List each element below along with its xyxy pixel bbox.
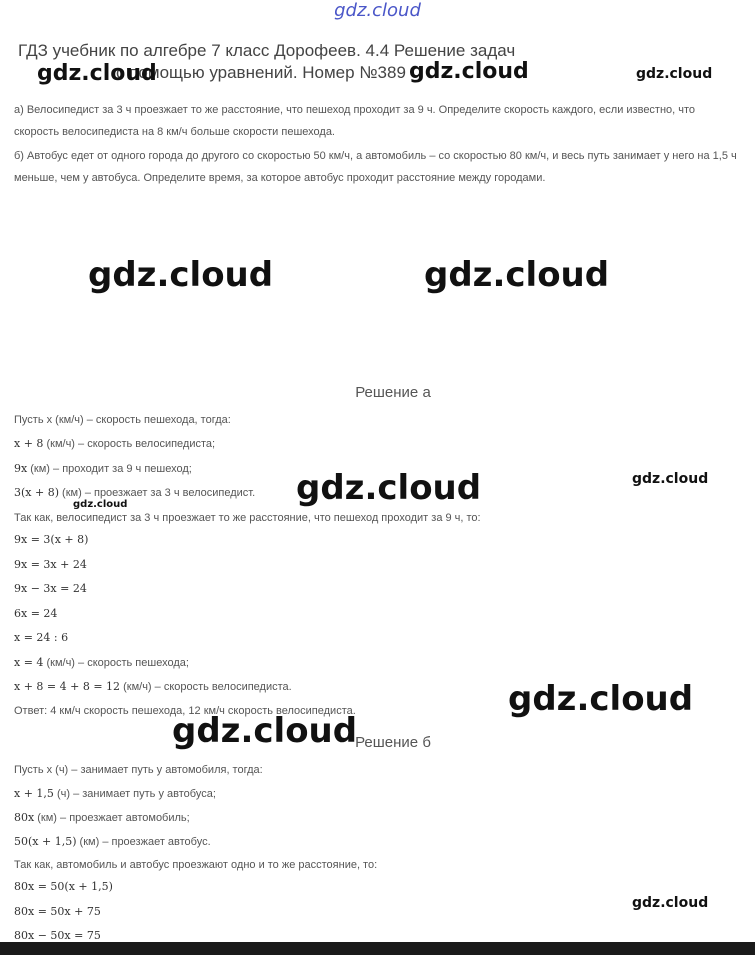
solution-b-step: 80x − 50x = 75: [14, 929, 101, 942]
solution-b-heading: Решение б: [355, 734, 431, 751]
solution-a-step: x + 8 = 4 + 8 = 12 (км/ч) – скорость велосипедиста.: [14, 680, 292, 693]
watermark: gdz.cloud: [296, 468, 482, 508]
solution-a-step: Так как, велосипедист за 3 ч проезжает то же расстояние, что пешеход проходит за 9 ч, то:: [14, 512, 481, 524]
watermark: gdz.cloud: [632, 895, 709, 911]
watermark: gdz.cloud: [409, 59, 529, 84]
page-title-line2: с помощью уравнений. Номер №389: [116, 63, 406, 82]
solution-a-heading: Решение а: [355, 384, 431, 401]
solution-b-step: 80x = 50x + 75: [14, 905, 101, 918]
solution-b-step: x + 1,5 (ч) – занимает путь у автобуса;: [14, 787, 216, 800]
solution-b-step: Пусть x (ч) – занимает путь у автомобиля, тогда:: [14, 764, 263, 776]
task-a: а) Велосипедист за 3 ч проезжает то же расстояние, что пешеход проходит за 9 ч. Определите скорость каждого, если известно, что скорость велосипедиста на 8 км/ч больше скорости пешехода.: [14, 104, 696, 138]
solution-a-step: x = 4 (км/ч) – скорость пешехода;: [14, 656, 189, 669]
watermark: gdz.cloud: [424, 255, 610, 295]
solution-b-step: 80x (км) – проезжает автомобиль;: [14, 811, 190, 824]
task-b: б) Автобус едет от одного города до другого со скоростью 50 км/ч, а автомобиль – со скоростью 80 км/ч, и весь путь занимает у него на 1,5 ч меньше, чем у автобуса. Определите время, за которое автобус проходит расстояние между городами.: [14, 150, 737, 184]
watermark: gdz.cloud: [636, 66, 713, 82]
page-title-line1: ГДЗ учебник по алгебре 7 класс Дорофеев. 4.4 Решение задач: [18, 41, 516, 60]
watermark: gdz.cloud: [73, 499, 128, 510]
solution-a-answer: Ответ: 4 км/ч скорость пешехода, 12 км/ч скорость велосипедиста.: [14, 705, 356, 717]
solution-a-step: 3(x + 8) (км) – проезжает за 3 ч велосипедист.: [14, 486, 256, 499]
solution-b-step: 50(x + 1,5) (км) – проезжает автобус.: [14, 835, 211, 848]
watermark: gdz.cloud: [508, 679, 694, 719]
solution-a-step: 9x = 3(x + 8): [14, 533, 89, 546]
solution-a-step: 9x (км) – проходит за 9 ч пешеход;: [14, 462, 192, 475]
solution-a-step: 9x − 3x = 24: [14, 582, 87, 595]
solution-a-step: 9x = 3x + 24: [14, 558, 87, 571]
solution-a-step: 6x = 24: [14, 607, 58, 620]
solution-a-step: Пусть x (км/ч) – скорость пешехода, тогда:: [14, 414, 231, 426]
watermark: gdz.cloud: [37, 61, 157, 86]
watermark: gdz.cloud: [172, 711, 358, 751]
solution-b-step: 80x = 50(x + 1,5): [14, 880, 113, 893]
solution-a-step: x = 24 : 6: [14, 631, 69, 644]
site-logo[interactable]: gdz.cloud: [334, 0, 421, 21]
bottom-bar: [0, 942, 755, 955]
watermark: gdz.cloud: [88, 255, 274, 295]
solution-a-step: x + 8 (км/ч) – скорость велосипедиста;: [14, 437, 216, 450]
watermark: gdz.cloud: [632, 471, 709, 487]
solution-b-step: Так как, автомобиль и автобус проезжают одно и то же расстояние, то:: [14, 859, 378, 871]
